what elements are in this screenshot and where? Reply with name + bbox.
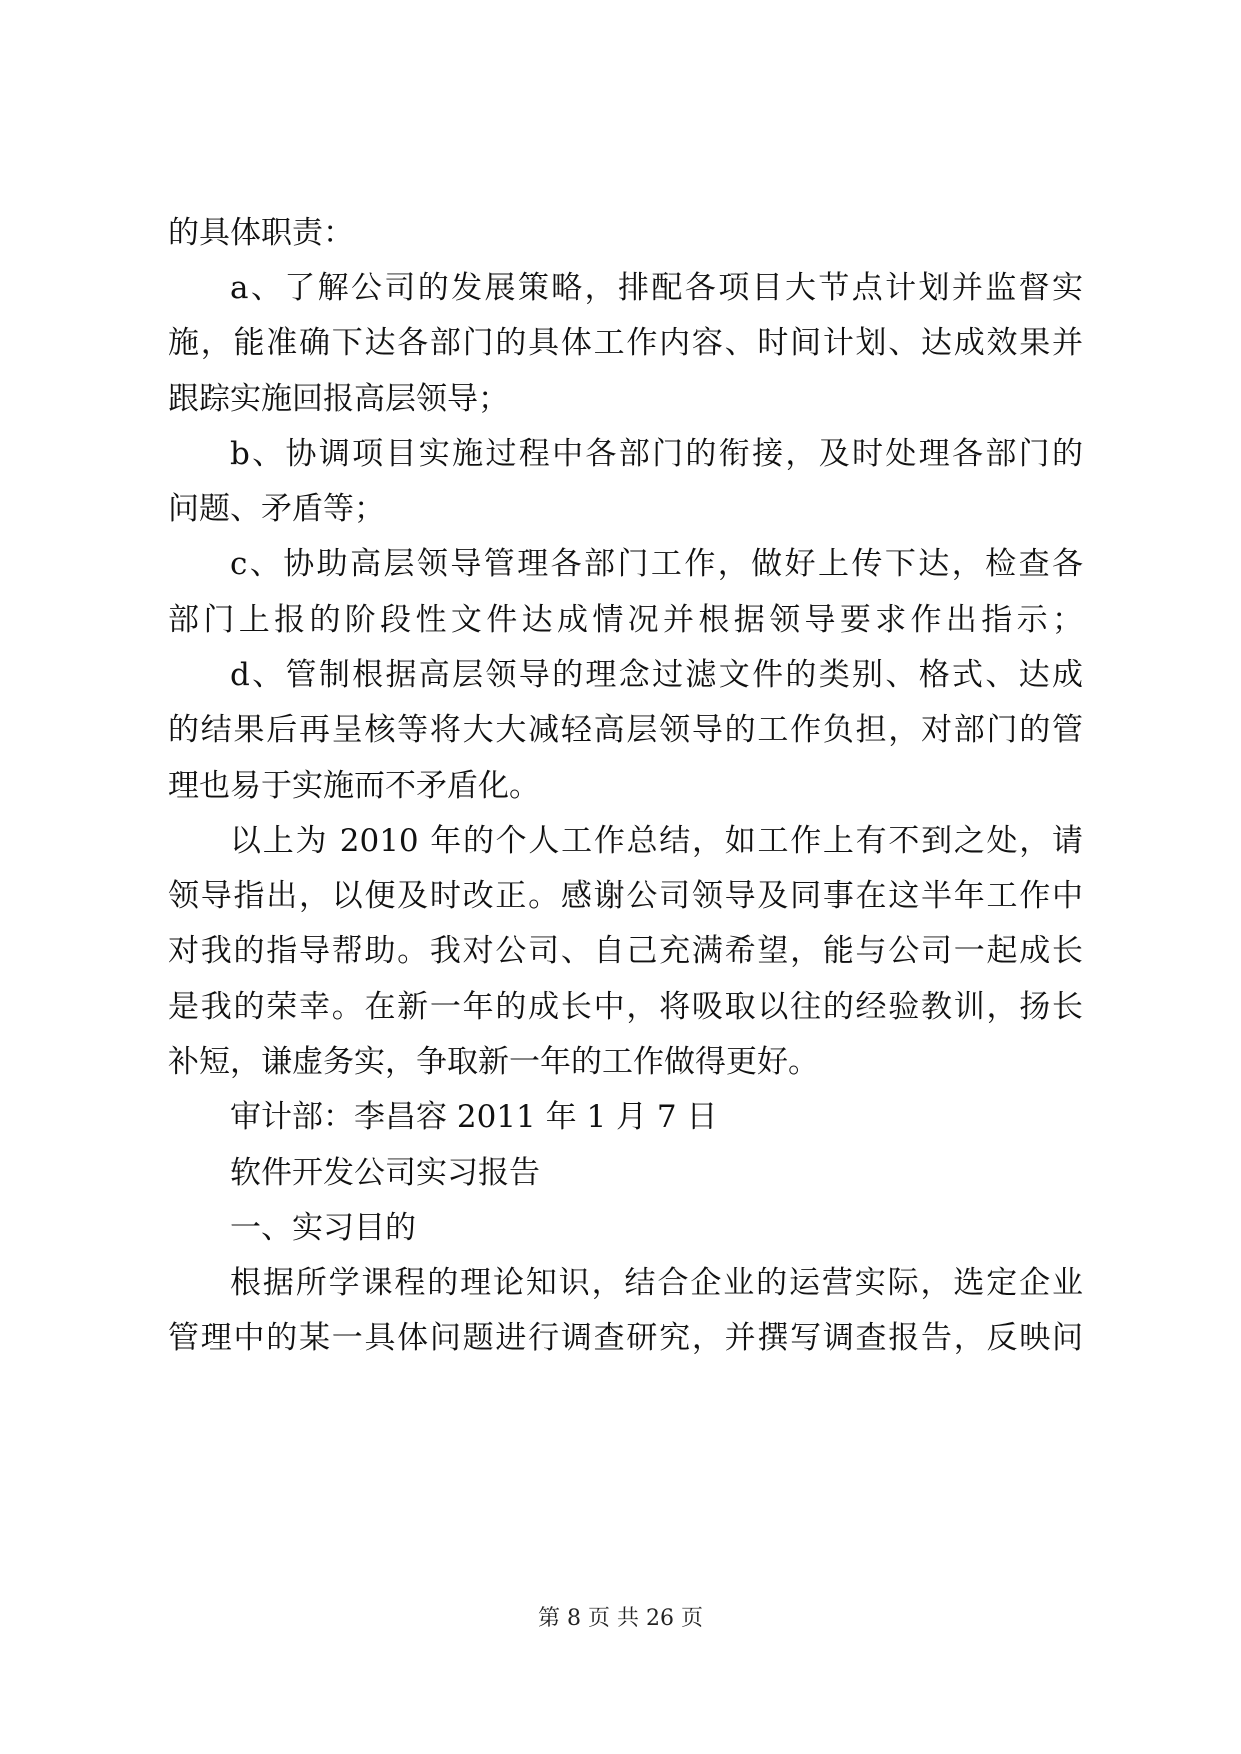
text-line: 施，能准确下达各部门的具体工作内容、时间计划、达成效果并 [168,325,1083,361]
text-line: 是我的荣幸。在新一年的成长中，将吸取以往的经验教训，扬长 [168,989,1083,1025]
text-line: a、了解公司的发展策略，排配各项目大节点计划并监督实 [230,270,1083,306]
text-line: 管理中的某一具体问题进行调查研究，并撰写调查报告，反映问 [168,1320,1083,1356]
text-line: 领导指出，以便及时改正。感谢公司领导及同事在这半年工作中 [168,878,1083,914]
text-line: 的结果后再呈核等将大大减轻高层领导的工作负担，对部门的管 [168,712,1083,748]
text-line: b、协调项目实施过程中各部门的衔接，及时处理各部门的 [230,436,1083,472]
text-line: 以上为 2010 年的个人工作总结，如工作上有不到之处，请 [230,823,1083,859]
text-line: c、协助高层领导管理各部门工作，做好上传下达，检查各 [230,546,1083,582]
text-line: 部门上报的阶段性文件达成情况并根据领导要求作出指示； [168,602,1083,638]
text-line: 跟踪实施回报高层领导； [168,381,509,417]
signature-line: 审计部：李昌容 2011 年 1 月 7 日 [230,1099,718,1135]
section-heading: 一、实习目的 [230,1210,416,1246]
text-line: 理也易于实施而不矛盾化。 [168,768,540,804]
section-title: 软件开发公司实习报告 [230,1155,540,1191]
page-footer: 第 8 页 共 26 页 [538,1606,703,1631]
text-line: 补短，谦虚务实，争取新一年的工作做得更好。 [168,1044,819,1080]
text-line: 的具体职责： [168,215,354,251]
text-line: 对我的指导帮助。我对公司、自己充满希望，能与公司一起成长 [168,933,1083,969]
text-line: 问题、矛盾等； [168,491,385,527]
text-line: d、管制根据高层领导的理念过滤文件的类别、格式、达成 [230,657,1083,693]
text-line: 根据所学课程的理论知识，结合企业的运营实际，选定企业 [230,1265,1083,1301]
